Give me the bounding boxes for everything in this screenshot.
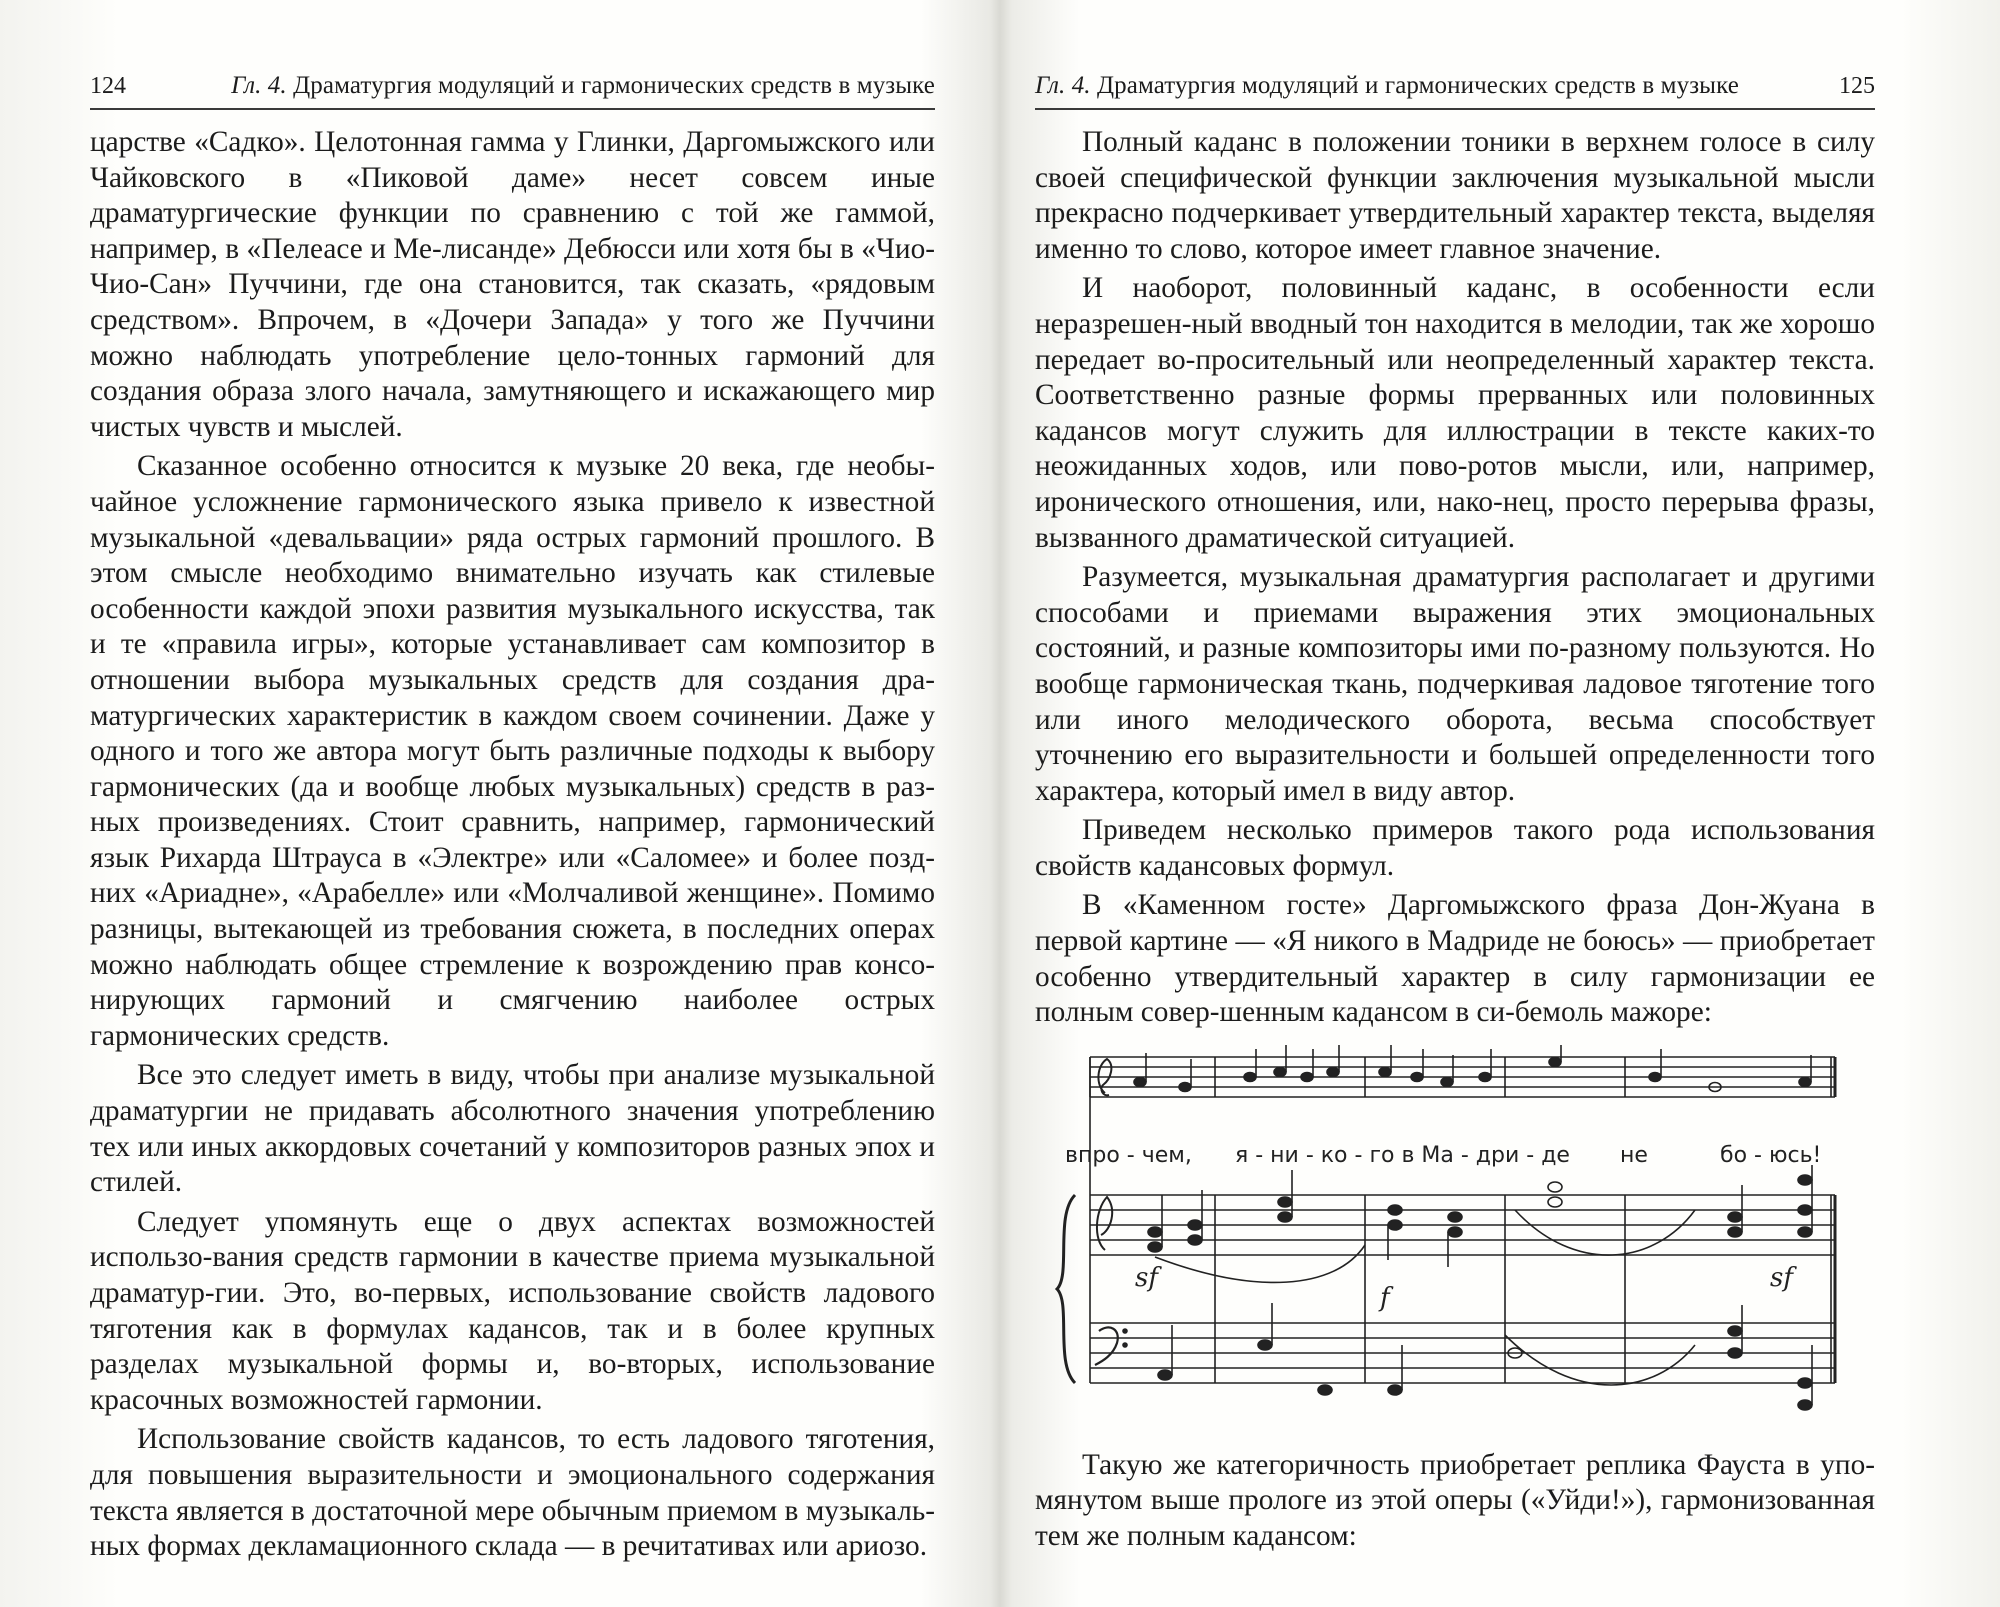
- lyric-syllables: не: [1620, 1142, 1648, 1168]
- piano-bass-staff: [1090, 1323, 1835, 1383]
- paragraph: Следует упомянуть еще о двух аспектах возможностей использо-вания средств гармонии в качестве приема музыкальной драматур-гии. Это, во-первых, использование свойств ладового тяготения как в формулах кадансов, так и в более крупных разделах музыкальной формы и, во-вторых, использование красочных возможностей гармонии.: [90, 1205, 935, 1416]
- paragraph: Разумеется, музыкальная драматургия располагает и другими способами и приемами выражения этих эмоциональных состояний, и разные композиторы ими по-разному пользуются. Но вообще гармоническая ткань, подчеркивая ладовое тяготение того или иного мелодического оборота, весьма способствует уточнению его выразительности и большей определенности того характера, который имел в виду автор.: [1035, 561, 1875, 807]
- dynamic-marking: f: [1380, 1282, 1390, 1313]
- lyric-syllables: впро - чем,: [1065, 1142, 1192, 1168]
- page-number: 125: [1839, 73, 1875, 99]
- paragraph: Все это следует иметь в виду, чтобы при анализе музыкальной драматургии не придавать абсолютного значения употреблению тех или иных аккордовых сочетаний у композиторов разных эпох и стилей.: [90, 1059, 935, 1199]
- running-head-title: [231, 72, 935, 100]
- right-page: [1035, 0, 1875, 1607]
- running-head: [1035, 68, 1875, 110]
- dynamic-marking: sf: [1770, 1262, 1793, 1293]
- piano-chords: [1148, 1165, 1812, 1410]
- paragraph: Такую же категоричность приобретает реплика Фауста в упо-мянутом выше прологе из этой оперы («Уйди!»), гармонизованная тем же полным кадансом:: [1035, 1448, 1875, 1553]
- running-head: [90, 68, 935, 110]
- page-body: [90, 125, 935, 1565]
- dynamic-marking: sf: [1135, 1262, 1158, 1293]
- lyrics-line: [1065, 1143, 1845, 1177]
- paragraph: Использование свойств кадансов, то есть ладового тяготения, для повышения выразительности и эмоционального содержания текста является в достаточной мере обычным приемом в музыкаль-ных формах декламационного склада — в речитативах или ариозо.: [90, 1423, 935, 1563]
- lyric-syllables: я - ни - ко - го в Ма - дри - де: [1235, 1142, 1570, 1168]
- music-score-drawing: [1035, 1045, 1855, 1430]
- paragraph: Полный каданс в положении тоники в верхнем голосе в силу своей специфической функции заключения музыкальной мысли прекрасно подчеркивает утвердительный характер текста, выделяя именно то слово, которое имеет главное значение.: [1035, 126, 1875, 265]
- paragraph: Сказанное особенно относится к музыке 20 века, где необы-чайное усложнение гармонического языка привело к известной музыкальной «девальвации» ряда острых гармоний прошлого. В этом смысле необходимо внимательно изучать как стилевые особенности каждой эпохи развития музыкального искусства, так и те «правила игры», которые устанавливает сам композитор в отношении выбора музыкальных средств для создания дра-матургических характеристик в каждом своем сочинении. Даже у одного и того же автора могут быть различные подходы к выбору гармонических (да и вообще любых музыкальных) средств в раз-ных произведениях. Стоит сравнить, например, гармонический язык Рихарда Штрауса в «Электре» или «Саломее» и более позд-них «Ариадне», «Арабелле» или «Молчаливой женщине». Помимо разницы, вытекающей из требования сюжета, в последних операх можно наблюдать общее стремление к возрождению прав консо-нирующих гармоний и смягчению наиболее острых гармонических средств.: [90, 450, 935, 1052]
- chapter-title: Драматургия модуляций и гармонических средств в музыке: [1097, 72, 1739, 99]
- paragraph: В «Каменном госте» Даргомыжского фраза Дон-Жуана в первой картине — «Я никого в Мадриде не боюсь» — приобретает особенно утвердительный характер в силу гармонизации ее полным совер-шенным кадансом в си-бемоль мажоре:: [1035, 889, 1875, 1029]
- chapter-label: Гл. 4.: [1035, 72, 1091, 99]
- page-number: 124: [90, 73, 126, 99]
- chapter-title: Драматургия модуляций и гармонических средств в музыке: [293, 72, 935, 99]
- chapter-label: Гл. 4.: [231, 72, 287, 99]
- vocal-notes: [1134, 1045, 1811, 1092]
- paragraph: Приведем несколько примеров такого рода использования свойств кадансовых формул.: [1035, 814, 1875, 882]
- lyric-syllables: бо - юсь!: [1720, 1142, 1822, 1168]
- left-page: [90, 0, 935, 1607]
- vocal-staff: [1090, 1057, 1835, 1097]
- paragraph: И наоборот, половинный каданс, в особенности если неразрешен-ный вводный тон находится в мелодии, так же хорошо передает во-просительный или неопределенный характер текста. Соответственно разные формы прерванных или половинных кадансов могут служить для иллюстрации в тексте каких-то неожиданных ходов, или пово-ротов мысли, или, например, иронического отношения, или, нако-нец, просто перерыва фразы, вызванного драматической ситуацией.: [1035, 272, 1875, 554]
- paragraph: царстве «Садко». Целотонная гамма у Глинки, Даргомыжского или Чайковского в «Пиковой даме» несет совсем иные драматургические функции по сравнению с той же гаммой, например, в «Пелеасе и Ме-лисанде» Дебюсси или хотя бы в «Чио-Чио-Сан» Пуччини, где она становится, так сказать, «рядовым средством». Впрочем, в «Дочери Запада» у того же Пуччини можно наблюдать употребление цело-тонных гармоний для создания образа злого начала, замутняющего и искажающего мир чистых чувств и мыслей.: [90, 126, 935, 443]
- music-example: [1035, 1045, 1855, 1430]
- running-head-title: [1035, 72, 1739, 100]
- page-body: [1035, 125, 1875, 1555]
